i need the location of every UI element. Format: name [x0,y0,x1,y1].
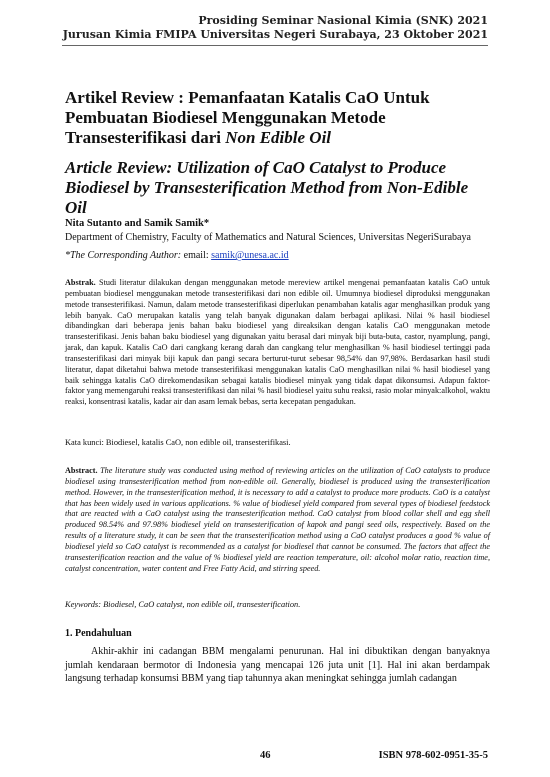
intro-paragraph: Akhir-akhir ini cadangan BBM mengalami penurunan. Hal ini dibuktikan dengan banyaknya jumlah kendaraan bermotor di Indonesia yang mencapai 126 juta unit [1]. Hal ini akan berdampak langsung terhadap konsumsi BBM yang tiap tahunnya akan meningkat sehingga jumlah cadangan [65,646,490,685]
abstrak-label: Abstrak. [65,278,96,287]
corresponding-author [65,250,289,261]
email-prefix: email: [183,250,212,261]
section-heading: 1. Pendahuluan [65,628,132,639]
isbn: ISBN 978-602-0951-35-5 [378,750,488,761]
header-conference: Prosiding Seminar Nasional Kimia (SNK) 2021 [198,14,488,27]
email-link[interactable]: samik@unesa.ac.id [211,250,289,261]
corresponding-label: *The Corresponding Author: [65,250,184,261]
title-indonesian [65,88,490,148]
keywords: Keywords: Biodiesel, CaO catalyst, non edible oil, transesterification. [65,600,301,609]
affiliation: Department of Chemistry, Faculty of Mathematics and Natural Sciences, Universitas NegeriSurabaya [65,232,471,243]
title-indonesian-main: Artikel Review : Pemanfaatan Katalis CaO Untuk Pembuatan Biodiesel Menggunakan Metode Transesterifikasi dari [65,88,430,147]
abstract-label: Abstract. [65,466,98,475]
proceedings-header [63,14,488,42]
page-number: 46 [260,750,271,761]
header-department: Jurusan Kimia FMIPA Universitas Negeri Surabaya, 23 Oktober 2021 [62,28,488,41]
title-english: Article Review: Utilization of CaO Catalyst to Produce Biodiesel by Transesterification Method from Non-Edible Oil [65,158,469,217]
abstrak [65,278,490,408]
header-rule [62,45,488,46]
abstrak-text: Studi literatur dilakukan dengan menggunakan metode mereview artikel mengenai pemanfaatan katalis CaO untuk pembuatan biodiesel menggunakan metode transesterifikasi dari non edible oil. Umumnya biodiesel diproduksi menggunakan metode transesterifikasi. Namun, dalam metode transesterifikasi diperlukan penambahan katalis agar menghasilkan produk yang lebih banyak. CaO merupakan katalis yang telah banyak digunakan dalam berbagai aplikasi. Nilai % hasil biodiesel dibandingkan dari beberapa jenis bahan baku biodiesel yang direaksikan dengan katalis CaO menggunakan metode transesterifikasi. Jenis bahan baku biodiesel yang digunakan yaitu berasal dari minyak biji buta-buta, castor, nyamplung, pangi, jarak, dan kapuk. Katalis CaO dari cangkang kerang darah dan cangkang telur menghasilkan % hasil biodiesel tertinggi pada transesterifikasi dari minyak biji kapuk dan pangi secara berturut-turut sebesar 98,54% dan 97,98%. Berdasarkan hasil studi literatur, dapat diketahui bahwa metode transesterifikasi menggunakan katalis CaO menghasilkan nilai % hasil biodiesel yang baik sehingga katalis CaO direkomendasikan sebagai katalis biodiesel minyak yang tidak dapat dikonsumsi. Adapun faktor-faktor yang memengaruhi reaksi transesterifikasi dan nilai % hasil biodiesel yaitu suhu reaksi, rasio molar minyak:alkohol, waktu reaksi, konsentrasi katalis, kadar air dan asam lemak bebas, serta kecepatan pengadukan. [65,278,490,407]
kata-kunci: Kata kunci: Biodiesel, katalis CaO, non edible oil, transesterifikasi. [65,438,291,447]
abstract-english [65,466,490,574]
title-indonesian-italic: Non Edible Oil [225,128,332,147]
authors: Nita Sutanto and Samik Samik* [65,218,210,229]
abstract-text: The literature study was conducted using method of reviewing articles on the utilization of CaO catalysts to produce biodiesel using transesterification method from non-edible oil. Generally, biodiesel is produced using the transesterification method. However, in the transesterification method, it is necessary to add a catalyst to produce more products. CaO is a catalyst that has been widely used in various applications. % value of biodiesel yield compared from several types of biodiesel feedstock that are reacted with a CaO catalyst using the transesterification method. CaO catalyst from blood collar shell and egg shell produced 98.54% and 97.98% biodiesel yield on transesterification of kapok and pangi seed oils, respectively. Based on the results of a literature study, it can be seen that the transesterification method using a CaO catalyst produces a good % value of biodiesel yield so CaO catalyst is recommended as a catalyst for biodiesel that cannot be consumed. The factors that affect the transesterification reaction and the value of % biodiesel yield are reaction temperature, oil: alcohol molar ratio, reaction time, catalyst concentration, water content and Free Fatty Acid, and stirring speed. [65,466,490,573]
